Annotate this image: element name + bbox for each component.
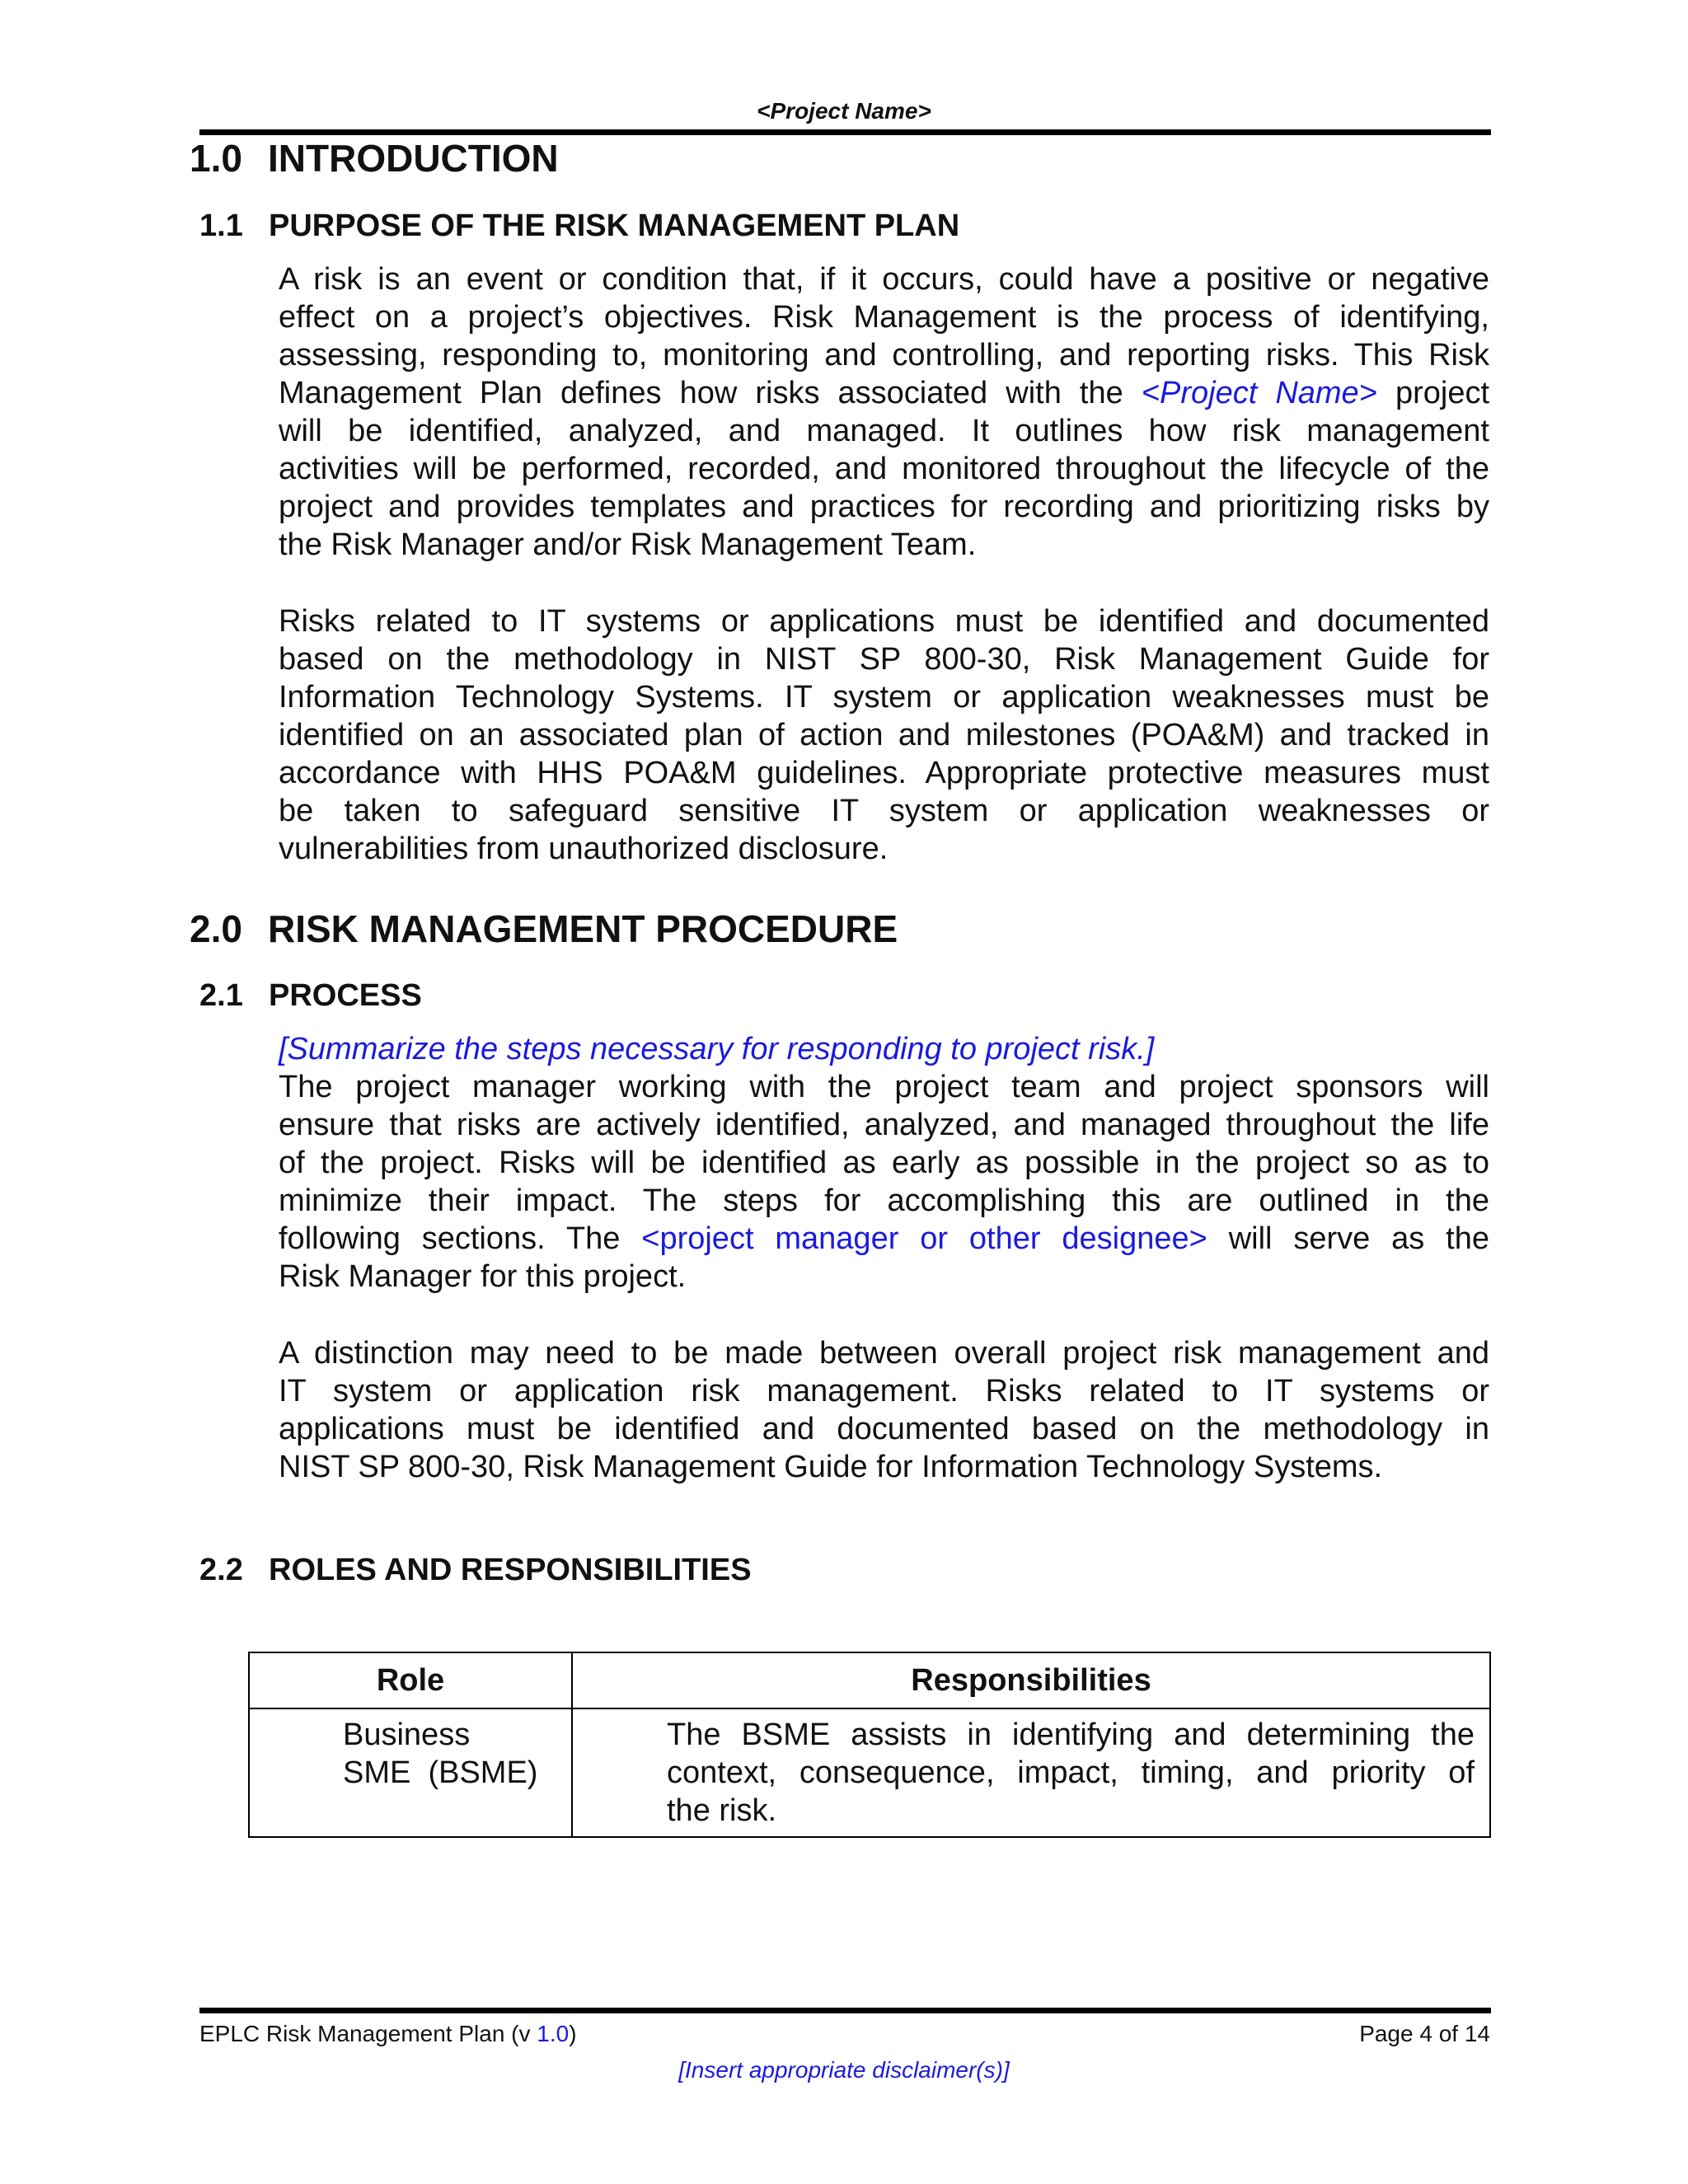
- text-line: assessing, responding to, monitoring and controlling, and reporting risks. This Risk: [279, 338, 1489, 373]
- section-title: INTRODUCTION: [268, 137, 559, 180]
- footer-title-text: EPLC Risk Management Plan (v: [199, 2021, 537, 2046]
- responsibilities-column-header: Responsibilities: [572, 1652, 1490, 1708]
- text-line: accordance with HHS POA&M guidelines. Appropriate protective measures must: [279, 756, 1489, 790]
- text-line: vulnerabilities from unauthorized disclosure.: [279, 832, 889, 866]
- role-line: SME (BSME): [343, 1755, 538, 1790]
- section-number: 1.0: [190, 137, 242, 180]
- footer-doc-title: [199, 2021, 577, 2047]
- text-line: IT system or application risk management. Risks related to IT systems or: [279, 1374, 1489, 1408]
- text-line: will be identified, analyzed, and managed. It outlines how risk management: [279, 414, 1489, 448]
- text-line: identified on an associated plan of action and milestones (POA&M) and tracked in: [279, 718, 1489, 752]
- section-1-heading: [190, 136, 559, 180]
- section-1-1-heading: [199, 209, 959, 244]
- text-line: of the project. Risks will be identified as early as possible in the project so as to: [279, 1146, 1489, 1180]
- text-fragment: Management Plan defines how risks associated with the: [279, 376, 1142, 410]
- instruction-text: [Summarize the steps necessary for responding to project risk.]: [279, 1032, 1155, 1066]
- text-fragment: will serve as the: [1207, 1221, 1489, 1256]
- text-line: minimize their impact. The steps for accomplishing this are outlined in the: [279, 1183, 1489, 1218]
- role-column-header: Role: [249, 1652, 572, 1708]
- header-project-name: <Project Name>: [757, 98, 931, 124]
- text-line: the Risk Manager and/or Risk Management Team.: [279, 527, 977, 562]
- section-number: 2.2: [199, 1553, 243, 1587]
- footer-page-number: Page 4 of 14: [1359, 2021, 1490, 2046]
- section-2-1-heading: [199, 978, 422, 1014]
- section-2-heading: [190, 907, 898, 951]
- table-row: [249, 1708, 1490, 1837]
- section-number: 1.1: [199, 209, 243, 243]
- section-2-2-heading: [199, 1553, 752, 1588]
- role-cell: [249, 1708, 572, 1837]
- text-line: [279, 374, 1489, 412]
- section-title: PURPOSE OF THE RISK MANAGEMENT PLAN: [269, 209, 960, 243]
- text-line: A distinction may need to be made between overall project risk management and: [279, 1336, 1489, 1371]
- section-title: PROCESS: [269, 978, 422, 1013]
- section-number: 2.0: [190, 907, 242, 950]
- purpose-paragraph-1: [279, 260, 1489, 564]
- text-line: [279, 1220, 1489, 1258]
- role-line: Business: [343, 1718, 471, 1752]
- text-line: A risk is an event or condition that, if it occurs, could have a positive or negative: [279, 262, 1489, 297]
- text-line: context, consequence, impact, timing, and priority of: [667, 1755, 1475, 1790]
- section-title: RISK MANAGEMENT PROCEDURE: [268, 907, 898, 950]
- text-line: Information Technology Systems. IT system or application weaknesses must be: [279, 680, 1489, 715]
- header-rule: [199, 129, 1491, 135]
- text-line: NIST SP 800-30, Risk Management Guide for Information Technology Systems.: [279, 1450, 1383, 1484]
- table-header-row: [249, 1652, 1490, 1708]
- text-line: be taken to safeguard sensitive IT system or application weaknesses or: [279, 794, 1489, 828]
- text-line: The BSME assists in identifying and determining the: [667, 1718, 1475, 1752]
- text-fragment: following sections. The: [279, 1221, 642, 1256]
- purpose-paragraph-2: [279, 602, 1489, 868]
- text-line: applications must be identified and documented based on the methodology in: [279, 1412, 1489, 1446]
- text-line: ensure that risks are actively identified, analyzed, and managed throughout the life: [279, 1108, 1489, 1142]
- project-name-placeholder: <Project Name>: [1141, 376, 1377, 410]
- footer-rule: [199, 2008, 1491, 2013]
- footer-version: 1.0: [537, 2021, 570, 2046]
- text-line: project and provides templates and practices for recording and prioritizing risks by: [279, 490, 1489, 524]
- designee-placeholder: <project manager or other designee>: [641, 1221, 1207, 1256]
- text-line: the risk.: [667, 1793, 777, 1828]
- footer-title-close: ): [569, 2021, 577, 2046]
- process-paragraph-1: [279, 1030, 1489, 1296]
- text-line: Risk Manager for this project.: [279, 1259, 687, 1294]
- text-line: The project manager working with the project team and project sponsors will: [279, 1070, 1489, 1104]
- text-line: Risks related to IT systems or applications must be identified and documented: [279, 604, 1489, 639]
- process-paragraph-2: [279, 1334, 1489, 1486]
- text-line: based on the methodology in NIST SP 800-30, Risk Management Guide for: [279, 642, 1489, 677]
- footer-disclaimer: [Insert appropriate disclaimer(s)]: [678, 2057, 1010, 2083]
- text-line: activities will be performed, recorded, and monitored throughout the lifecycle of the: [279, 452, 1489, 486]
- roles-table: [248, 1652, 1491, 1838]
- text-line: effect on a project’s objectives. Risk Management is the process of identifying,: [279, 300, 1489, 335]
- responsibility-cell: [572, 1708, 1490, 1837]
- section-title: ROLES AND RESPONSIBILITIES: [269, 1553, 752, 1587]
- section-number: 2.1: [199, 978, 243, 1013]
- text-fragment: project: [1376, 376, 1490, 410]
